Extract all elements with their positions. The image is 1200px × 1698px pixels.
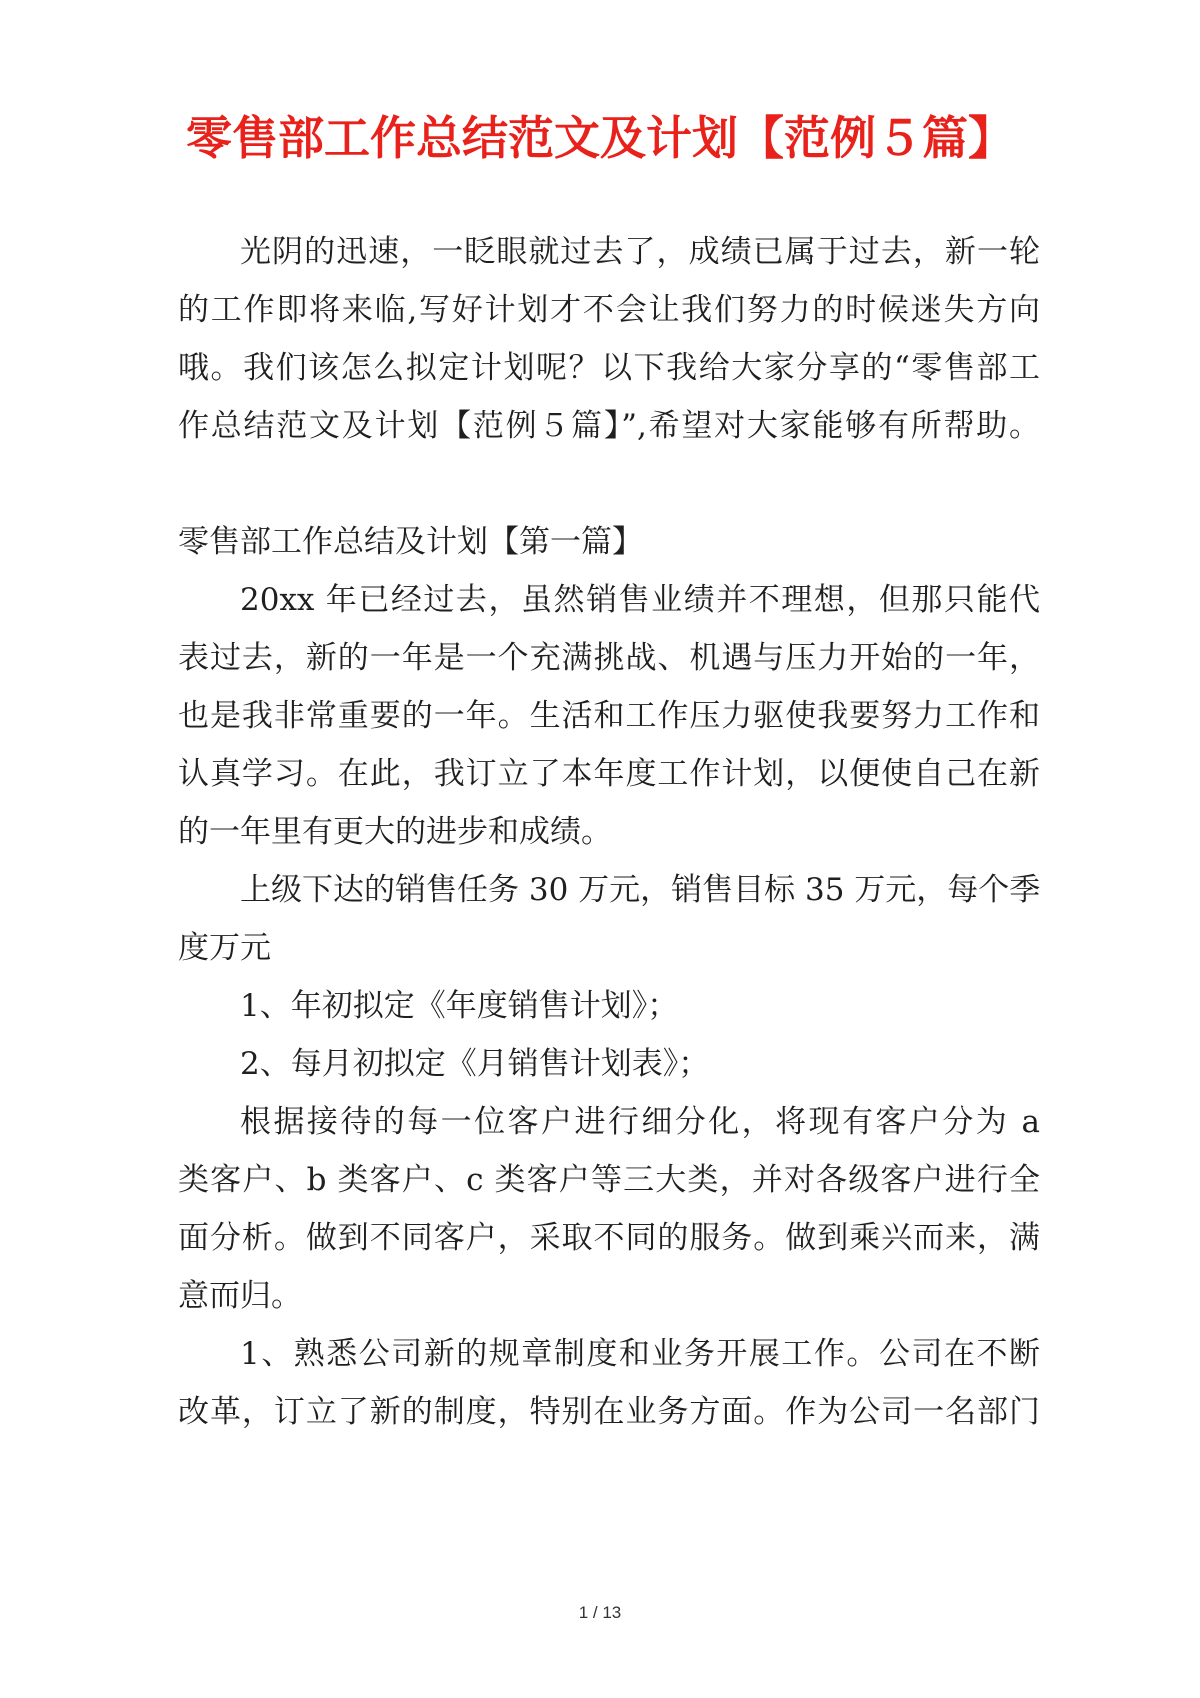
list-item: 1、年初拟定《年度销售计划》； [240, 988, 679, 1024]
page-indicator: 1 / 13 [578, 1603, 622, 1622]
text-line: 面分析。做到不同客户，采取不同的服务。做到乘兴而来，满 [178, 1220, 1040, 1256]
text-line: 1、熟悉公司新的规章制度和业务开展工作。公司在不断 [240, 1336, 1040, 1372]
section-heading: 零售部工作总结及计划【第一篇】 [178, 524, 643, 560]
text-line: 表过去，新的一年是一个充满挑战、机遇与压力开始的一年， [178, 640, 1040, 676]
text-line: 光阴的迅速，一眨眼就过去了，成绩已属于过去，新一轮 [240, 234, 1040, 270]
text-line: 认真学习。在此，我订立了本年度工作计划，以便使自己在新 [178, 756, 1040, 792]
text-line: 度万元 [178, 930, 271, 966]
list-item: 2、每月初拟定《月销售计划表》； [240, 1046, 710, 1082]
text-line: 根据接待的每一位客户进行细分化，将现有客户分为 a [240, 1104, 1040, 1140]
text-line: 改革，订立了新的制度，特别在业务方面。作为公司一名部门 [178, 1394, 1040, 1430]
text-line: 类客户、b 类客户、c 类客户等三大类，并对各级客户进行全 [178, 1162, 1040, 1198]
text-line: 哦。我们该怎么拟定计划呢？以下我给大家分享的“零售部工 [178, 350, 1040, 386]
text-line: 意而归。 [178, 1278, 302, 1314]
text-line: 上级下达的销售任务 30 万元，销售目标 35 万元，每个季 [240, 872, 1041, 908]
text-line: 作总结范文及计划【范例５篇】”,希望对大家能够有所帮助。 [178, 408, 1040, 444]
text-line: 的一年里有更大的进步和成绩。 [178, 814, 612, 850]
text-line: 的工作即将来临,写好计划才不会让我们努力的时候迷失方向 [178, 292, 1040, 328]
text-line: 20xx 年已经过去，虽然销售业绩并不理想，但那只能代 [240, 582, 1040, 618]
document-title: 零售部工作总结范文及计划【范例５篇】 [186, 111, 1014, 165]
text-line: 也是我非常重要的一年。生活和工作压力驱使我要努力工作和 [178, 698, 1040, 734]
